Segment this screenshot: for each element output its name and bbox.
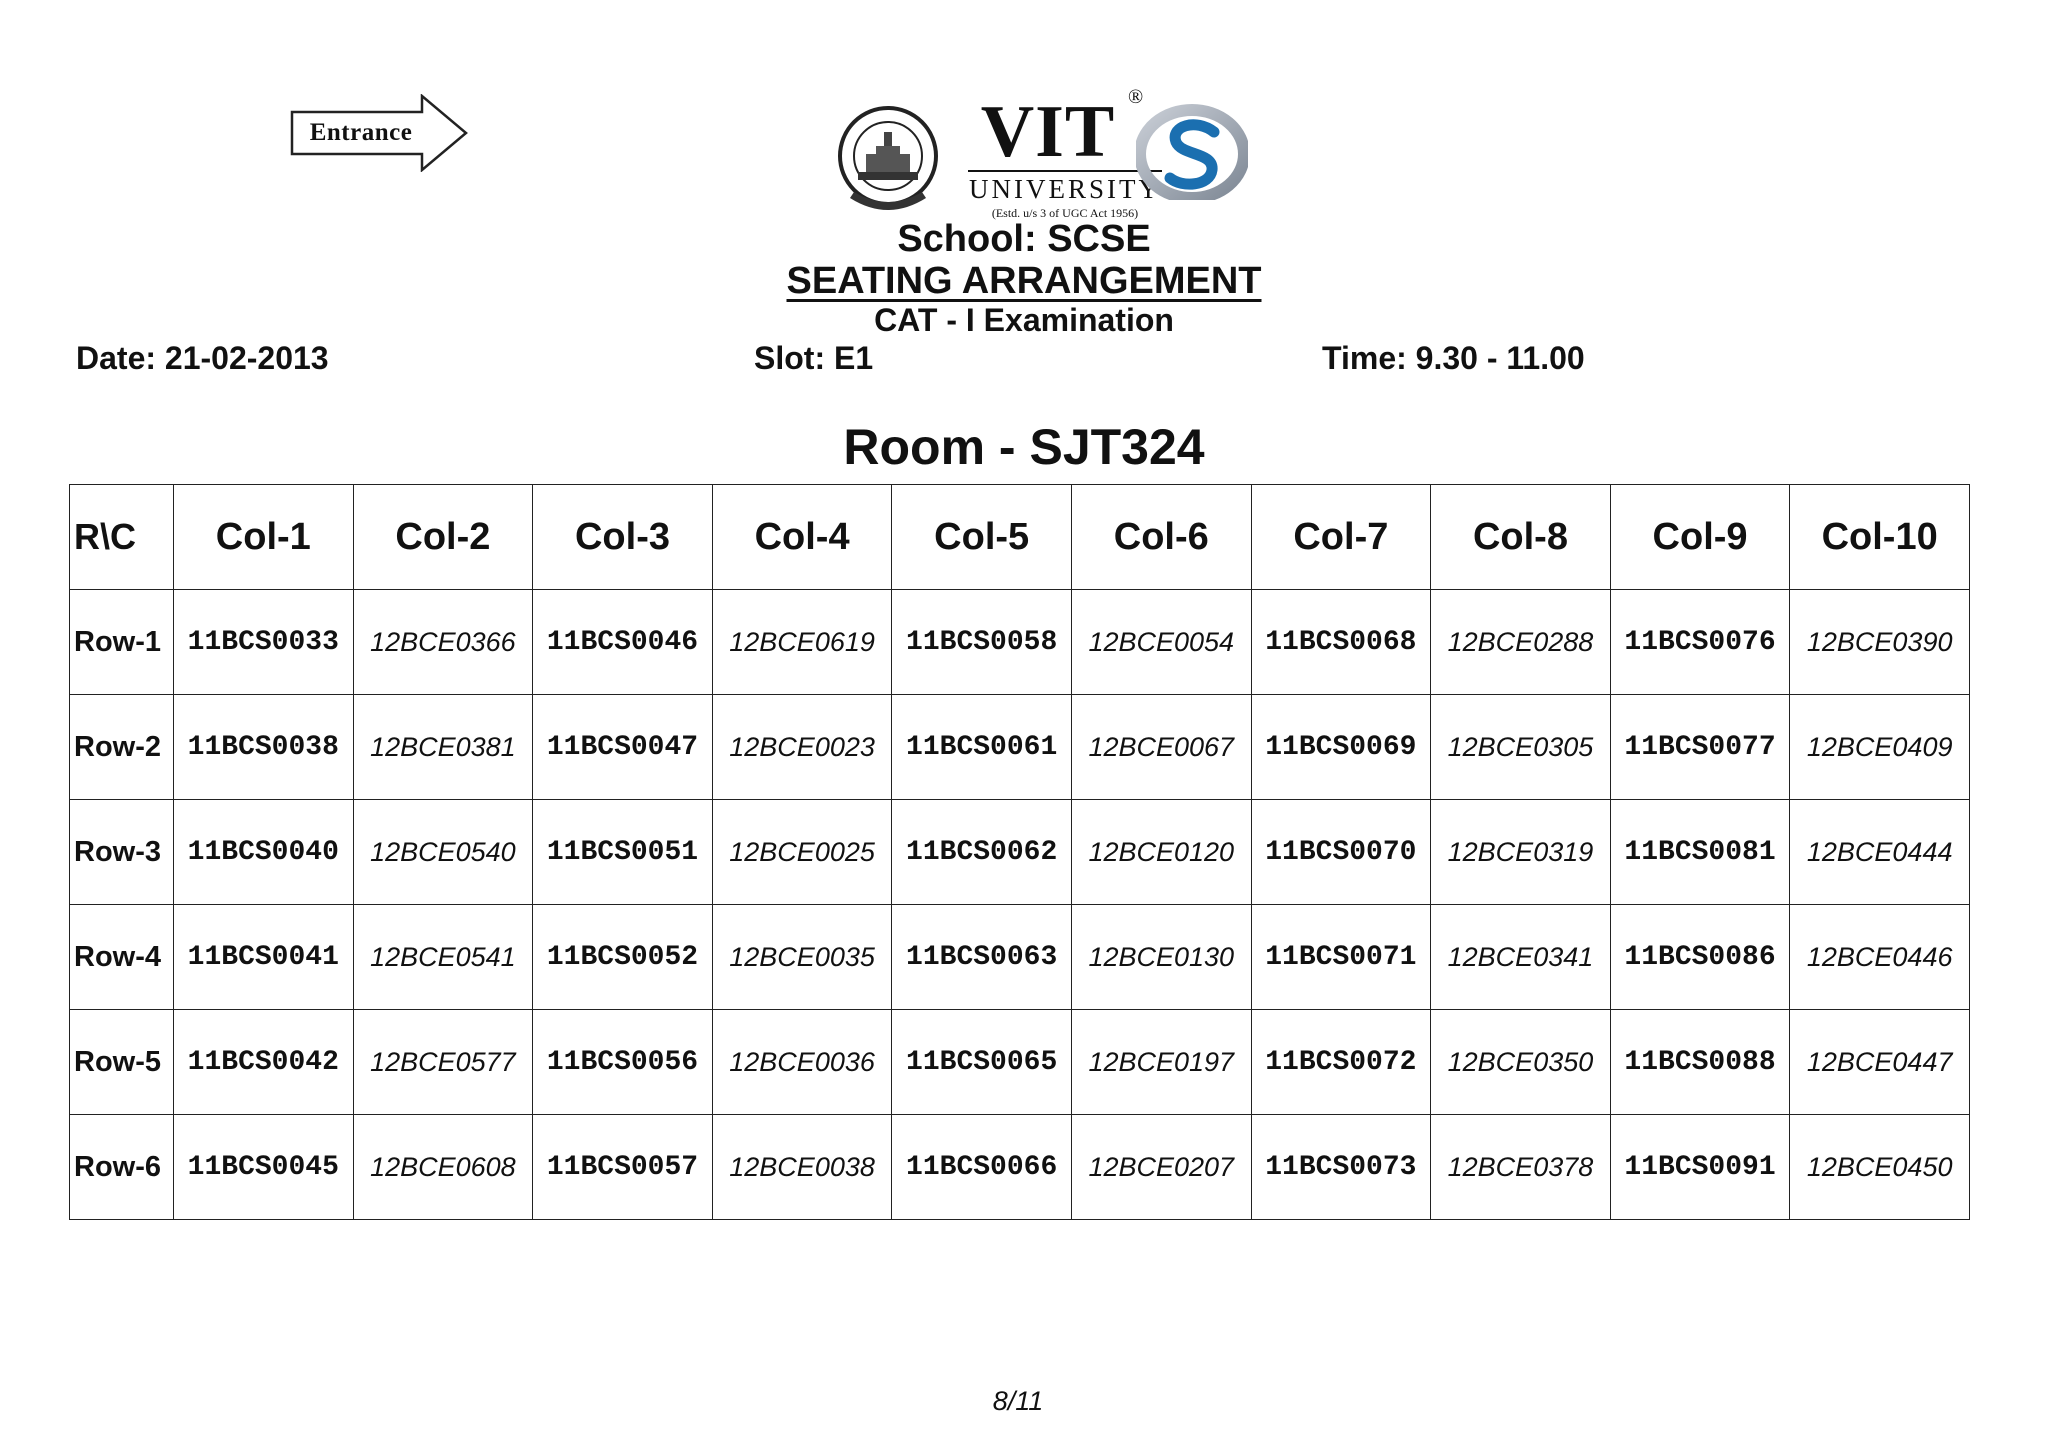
room-title: Room - SJT324: [843, 419, 1205, 475]
table-row: [70, 800, 1970, 905]
registered-mark: ®: [1128, 86, 1144, 108]
seat-cell: 11BCS0051: [533, 800, 713, 905]
column-header: Col-10: [1790, 485, 1970, 590]
seat-cell: 11BCS0052: [533, 905, 713, 1010]
seat-cell: 12BCE0067: [1071, 695, 1251, 800]
seat-cell: 12BCE0038: [712, 1115, 892, 1220]
seat-cell: 11BCS0073: [1251, 1115, 1431, 1220]
seat-cell: 12BCE0577: [353, 1010, 533, 1115]
seat-cell: 12BCE0378: [1431, 1115, 1611, 1220]
seat-cell: 12BCE0447: [1790, 1010, 1970, 1115]
table-row: [70, 905, 1970, 1010]
exam-date: Date: 21-02-2013: [76, 340, 329, 376]
seat-cell: 11BCS0045: [174, 1115, 354, 1220]
seat-cell: 12BCE0350: [1431, 1010, 1611, 1115]
seat-cell: 11BCS0042: [174, 1010, 354, 1115]
seat-cell: 12BCE0130: [1071, 905, 1251, 1010]
seat-cell: 12BCE0450: [1790, 1115, 1970, 1220]
table-row: [70, 1115, 1970, 1220]
column-header: Col-6: [1071, 485, 1251, 590]
seat-cell: 11BCS0041: [174, 905, 354, 1010]
seat-cell: 12BCE0444: [1790, 800, 1970, 905]
row-header: Row-4: [70, 905, 174, 1010]
seat-cell: 11BCS0071: [1251, 905, 1431, 1010]
seat-cell: 11BCS0058: [892, 590, 1072, 695]
seat-cell: 11BCS0091: [1610, 1115, 1790, 1220]
seating-table: [69, 484, 1970, 1220]
logo-rule: [968, 170, 1162, 172]
seat-cell: 12BCE0341: [1431, 905, 1611, 1010]
seat-cell: 12BCE0305: [1431, 695, 1611, 800]
table-header-row: [70, 485, 1970, 590]
column-header: Col-7: [1251, 485, 1431, 590]
seat-cell: 12BCE0197: [1071, 1010, 1251, 1115]
seat-cell: 12BCE0288: [1431, 590, 1611, 695]
seat-cell: 11BCS0062: [892, 800, 1072, 905]
seat-cell: 11BCS0081: [1610, 800, 1790, 905]
swirl-s-logo-icon: [1136, 104, 1248, 200]
seat-cell: 11BCS0046: [533, 590, 713, 695]
vit-letters: VIT: [980, 91, 1116, 173]
entrance-sign: [290, 94, 470, 172]
seat-cell: 12BCE0608: [353, 1115, 533, 1220]
seat-cell: 11BCS0088: [1610, 1010, 1790, 1115]
table-row: [70, 590, 1970, 695]
seat-cell: 11BCS0068: [1251, 590, 1431, 695]
seat-cell: 11BCS0066: [892, 1115, 1072, 1220]
seat-cell: 12BCE0023: [712, 695, 892, 800]
seat-cell: 12BCE0054: [1071, 590, 1251, 695]
column-header: Col-8: [1431, 485, 1611, 590]
seat-cell: 11BCS0063: [892, 905, 1072, 1010]
seat-cell: 11BCS0047: [533, 695, 713, 800]
column-header: Col-9: [1610, 485, 1790, 590]
column-header: Col-4: [712, 485, 892, 590]
seat-cell: 12BCE0540: [353, 800, 533, 905]
seat-cell: 11BCS0070: [1251, 800, 1431, 905]
seat-cell: 11BCS0065: [892, 1010, 1072, 1115]
seat-cell: 12BCE0035: [712, 905, 892, 1010]
university-word: UNIVERSITY: [969, 174, 1161, 204]
school-name: School: SCSE: [897, 218, 1151, 260]
table-row: [70, 695, 1970, 800]
seat-cell: 12BCE0619: [712, 590, 892, 695]
row-header: Row-1: [70, 590, 174, 695]
seat-cell: 12BCE0541: [353, 905, 533, 1010]
seat-cell: 11BCS0072: [1251, 1010, 1431, 1115]
seat-cell: 11BCS0086: [1610, 905, 1790, 1010]
seat-cell: 12BCE0025: [712, 800, 892, 905]
row-header: Row-5: [70, 1010, 174, 1115]
university-seal-icon: [836, 102, 940, 220]
exam-name: CAT - I Examination: [874, 302, 1174, 338]
seat-cell: 12BCE0319: [1431, 800, 1611, 905]
row-header: Row-6: [70, 1115, 174, 1220]
seat-cell: 12BCE0409: [1790, 695, 1970, 800]
seat-cell: 12BCE0207: [1071, 1115, 1251, 1220]
column-header: Col-2: [353, 485, 533, 590]
estd-text: (Estd. u/s 3 of UGC Act 1956): [991, 206, 1139, 220]
row-header: Row-3: [70, 800, 174, 905]
seat-cell: 11BCS0076: [1610, 590, 1790, 695]
column-header: Col-1: [174, 485, 354, 590]
page-number: 8/11: [992, 1386, 1044, 1416]
document-title: SEATING ARRANGEMENT: [786, 260, 1262, 302]
seat-cell: 12BCE0446: [1790, 905, 1970, 1010]
seat-cell: 12BCE0381: [353, 695, 533, 800]
seat-cell: 11BCS0040: [174, 800, 354, 905]
seat-cell: 11BCS0077: [1610, 695, 1790, 800]
exam-time: Time: 9.30 - 11.00: [1322, 340, 1585, 376]
column-header: Col-3: [533, 485, 713, 590]
seat-cell: 12BCE0120: [1071, 800, 1251, 905]
seat-cell: 12BCE0036: [712, 1010, 892, 1115]
column-header: Col-5: [892, 485, 1072, 590]
table-row: [70, 1010, 1970, 1115]
seat-cell: 11BCS0033: [174, 590, 354, 695]
seat-cell: 11BCS0038: [174, 695, 354, 800]
seat-cell: 11BCS0056: [533, 1010, 713, 1115]
corner-header: R\C: [70, 485, 174, 590]
entrance-label: Entrance: [309, 119, 413, 146]
seat-cell: 11BCS0057: [533, 1115, 713, 1220]
seat-cell: 12BCE0390: [1790, 590, 1970, 695]
exam-slot: Slot: E1: [754, 340, 874, 376]
seat-cell: 11BCS0069: [1251, 695, 1431, 800]
row-header: Row-2: [70, 695, 174, 800]
university-logo: [836, 86, 1256, 226]
seat-cell: 11BCS0061: [892, 695, 1072, 800]
seat-cell: 12BCE0366: [353, 590, 533, 695]
